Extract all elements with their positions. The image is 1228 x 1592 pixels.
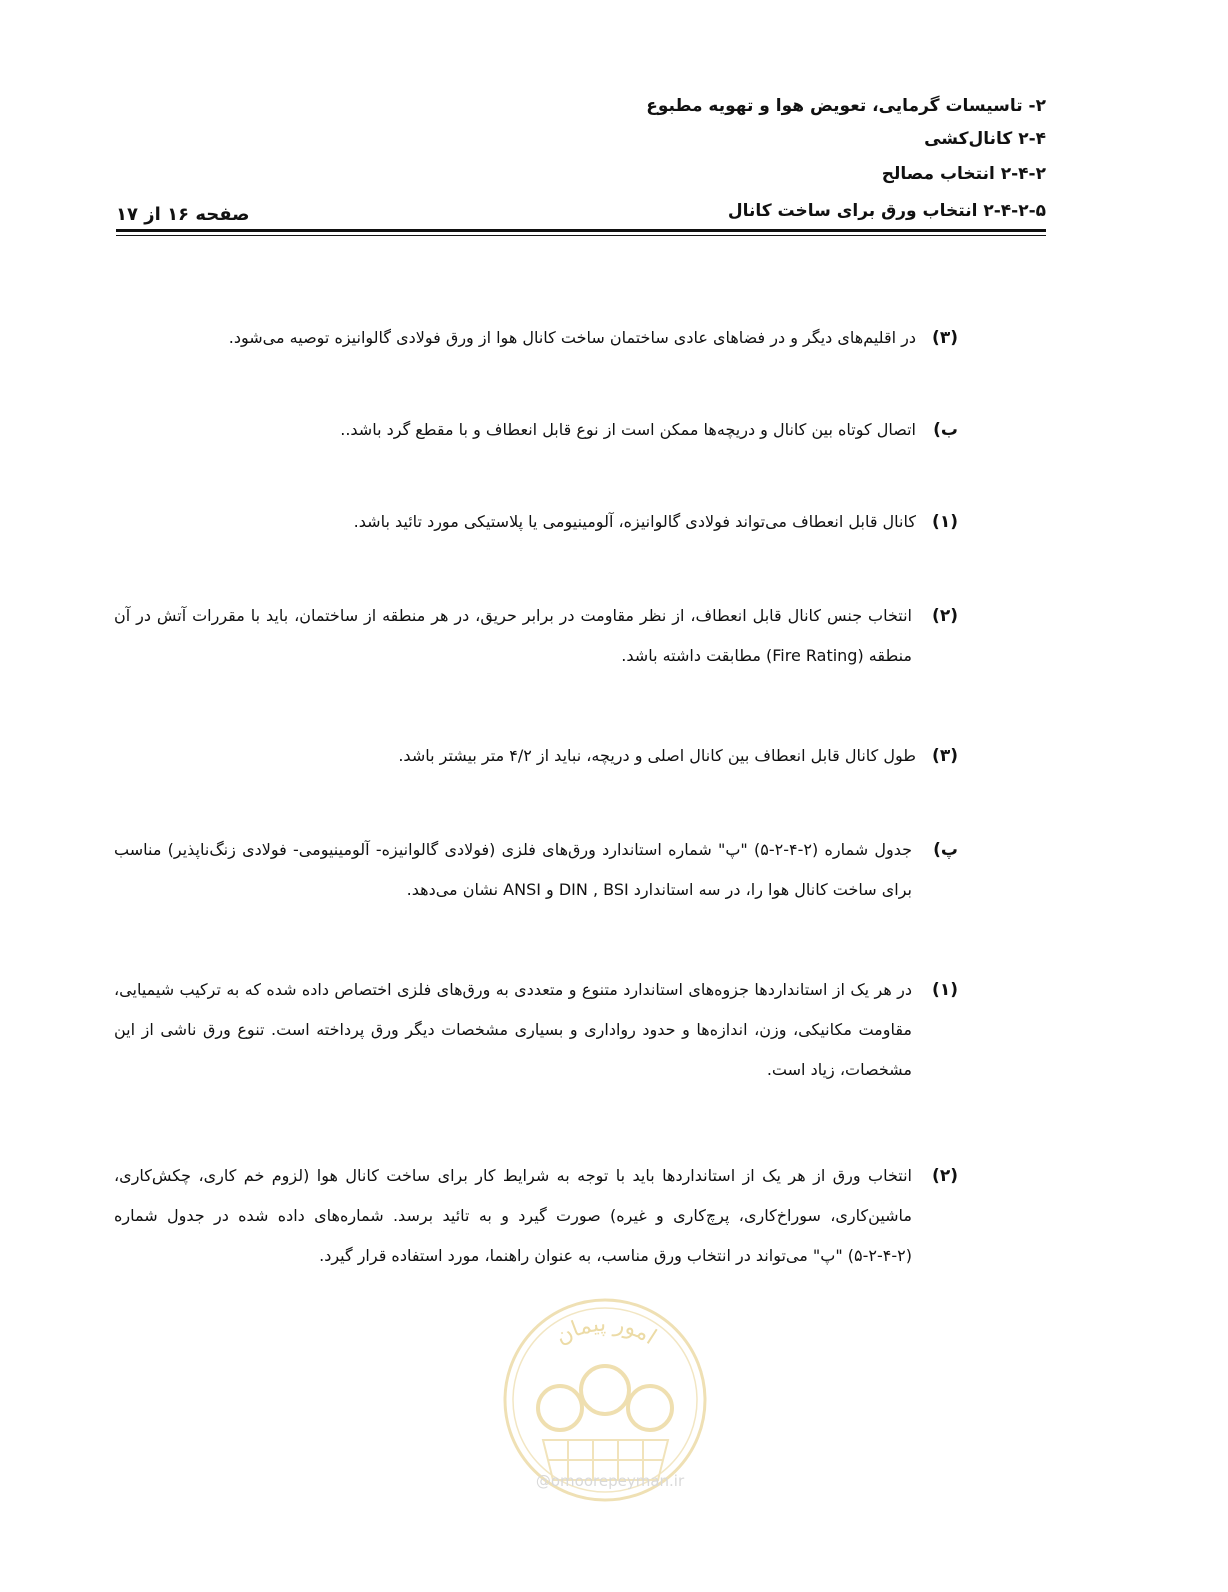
paragraph-marker: (۲) <box>932 1166 958 1186</box>
document-header <box>116 96 1046 246</box>
paragraph-text: انتخاب ورق از هر یک از استانداردها باید با توجه به شرایط کار برای ساخت کانال هوا (لزوم خم کاری، چکش‌کاری، ماشین‌کاری، سوراخ‌کاری، پرچ‌کاری و غیره) صورت گیرد و به تائید برسد. شماره‌های داده شده در جدول شماره (۲-۴-۲-۵) "پ" می‌تواند در انتخاب ورق مناسب، به عنوان راهنما، مورد استفاده قرار گیرد. <box>114 1166 912 1265</box>
paragraph <box>114 830 958 910</box>
paragraph-marker: (۳) <box>932 328 958 348</box>
paragraph-text: در اقلیم‌های دیگر و در فضاهای عادی ساختمان ساخت کانال هوا از ورق فولادی گالوانیزه توصیه می‌شود. <box>228 328 916 347</box>
page-number: صفحه ۱۶ از ۱۷ <box>116 204 250 225</box>
header-subsection-title: ۲-۴ کانال‌کشی <box>924 129 1046 149</box>
paragraph-marker: (۱) <box>932 980 958 1000</box>
paragraph <box>120 410 958 450</box>
paragraph <box>120 736 958 776</box>
watermark-url: @omoorepeyman.ir <box>535 1472 685 1490</box>
paragraph-text: طول کانال قابل انعطاف بین کانال اصلی و دریچه، نباید از ۴/۲ متر بیشتر باشد. <box>398 746 916 765</box>
paragraph <box>114 970 958 1090</box>
paragraph-marker: (۱) <box>932 512 958 532</box>
paragraph-text: کانال قابل انعطاف می‌تواند فولادی گالوانیزه، آلومینیومی یا پلاستیکی مورد تائید باشد. <box>353 512 916 531</box>
paragraph-text: در هر یک از استانداردها جزوه‌های استاندارد متنوع و متعددی به ورق‌های فلزی اختصاص داده شده که به ترکیب شیمیایی، مقاومت مکانیکی، وزن، اندازه‌ها و حدود رواداری و بسیاری مشخصات دیگر ورق پرداخته است. تنوع ورق ناشی از این مشخصات، زیاد است. <box>114 980 912 1079</box>
paragraph-text: جدول شماره (۲-۴-۲-۵) "پ" شماره استاندارد ورق‌های فلزی (فولادی گالوانیزه- آلومینیومی- فولادی زنگ‌ناپذیر) مناسب برای ساخت کانال هوا را، در سه استاندارد DIN , BSI و ANSI نشان می‌دهد. <box>114 840 913 899</box>
paragraph <box>114 1156 958 1276</box>
paragraph-text: انتخاب جنس کانال قابل انعطاف، از نظر مقاومت در برابر حریق، در هر منطقه از ساختمان، باید با مقررات آتش در آن منطقه (Fire Rating) مطابقت داشته باشد. <box>114 606 912 665</box>
paragraph <box>120 502 958 542</box>
header-subsubsection-title: ۲-۴-۲ انتخاب مصالح <box>881 164 1046 184</box>
header-rule-thick <box>116 229 1046 232</box>
paragraph <box>120 318 958 358</box>
header-section-title: ۲- تاسیسات گرمایی، تعویض هوا و تهویه مطبوع <box>646 96 1046 116</box>
header-rule-thin <box>116 235 1046 236</box>
paragraph-marker: (۳) <box>932 746 958 766</box>
stamp-text: امور پیمان <box>551 1311 661 1350</box>
paragraph-marker: ب) <box>933 420 958 440</box>
paragraph-text: اتصال کوتاه بین کانال و دریچه‌ها ممکن است از نوع قابل انعطاف و با مقطع گرد باشد.. <box>340 420 916 439</box>
paragraph-marker: پ) <box>933 840 958 860</box>
paragraph <box>114 596 958 676</box>
paragraph-marker: (۲) <box>932 606 958 626</box>
header-topic-title: ۲-۴-۲-۵ انتخاب ورق برای ساخت کانال <box>727 201 1046 221</box>
